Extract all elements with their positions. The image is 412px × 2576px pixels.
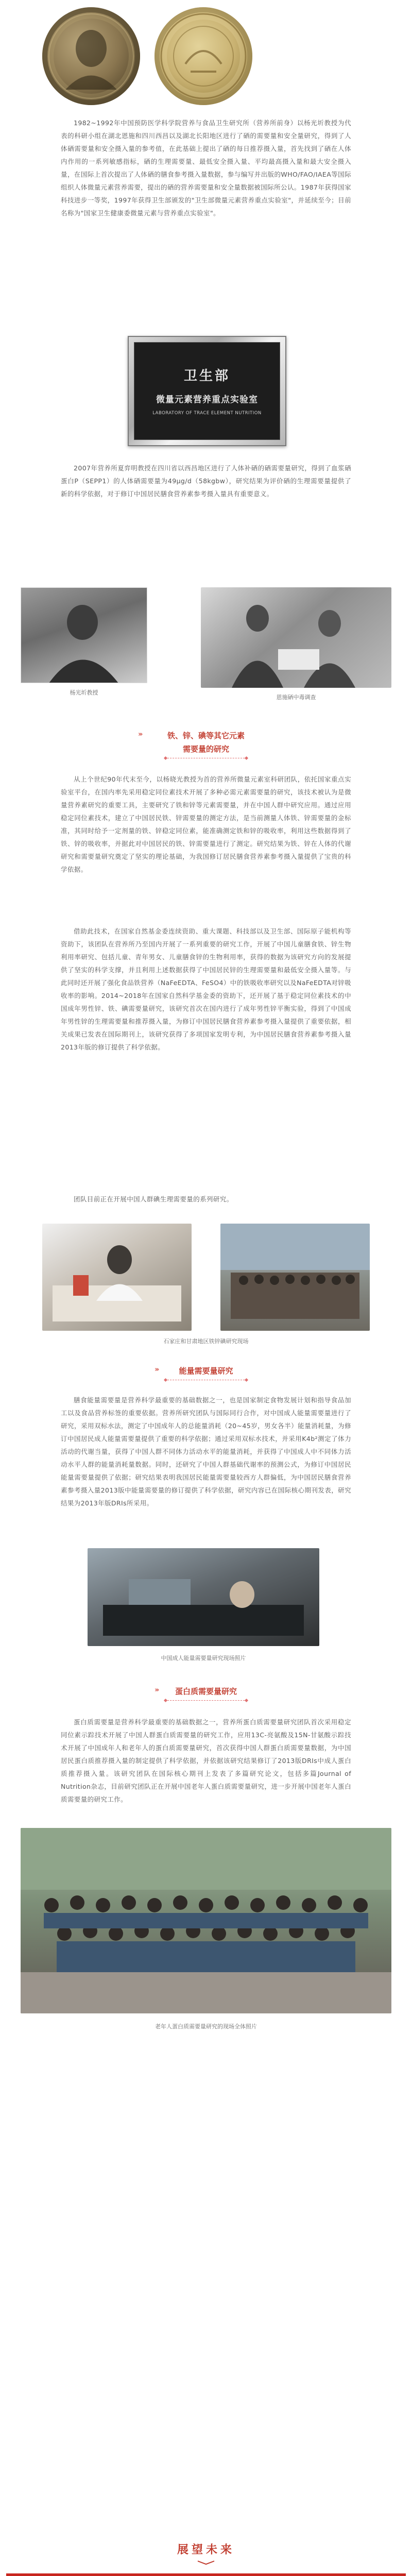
energy-scene [88, 1548, 319, 1646]
energy-research-photo [88, 1548, 319, 1646]
section-header-outlook [0, 2543, 412, 2565]
caption-zinc-research: 石家庄和甘肃地区铁锌碘研究现场 [163, 1338, 249, 1345]
section-title-minerals-line1: 铁、锌、碘等其它元素 [167, 731, 245, 740]
zinc-lab-photo [42, 1224, 192, 1331]
plaque-english: LABORATORY OF TRACE ELEMENT NUTRITION [152, 411, 262, 416]
caption-professor-yang: 杨光圻教授 [70, 689, 98, 696]
laboratory-plaque-photo [128, 336, 286, 446]
group-scene [220, 1224, 370, 1331]
protein-group-photo [21, 1828, 391, 2013]
outlook-ornament-icon [196, 2560, 216, 2565]
medal-award-image [154, 7, 252, 105]
zinc-group-photo [220, 1224, 370, 1331]
chevron-right-icon: ››› [154, 1366, 158, 1374]
outlook-panel [6, 2573, 406, 2576]
section-title-energy: 能量需要量研究 [179, 1366, 233, 1376]
medal-award-relief [154, 7, 252, 105]
medal-portrait-relief [42, 7, 140, 105]
minerals-paragraph-3: 团队目前正在开展中国人群碘生理需要量的系列研究。 [74, 1195, 233, 1203]
protein-group-scene [21, 1828, 391, 2013]
section-header-minerals [0, 729, 412, 758]
selenium-survey-photo [201, 587, 391, 688]
section-title-minerals-line2: 需要量的研究 [182, 744, 229, 754]
survey-scene [201, 587, 391, 688]
section-header-energy [0, 1364, 412, 1380]
section-title-protein: 蛋白质需要量研究 [175, 1687, 237, 1696]
caption-energy: 中国成人能量需要量研究现场照片 [161, 1655, 246, 1662]
intro-paragraph-2: 2007年营养所夏弈明教授在四川省以西昌地区进行了人体补硒的硒需要量研究，得到了血浆硒蛋白P（SEPP1）的人体硒需要量为49μg/d（58kgbw），研究结果为评价硒的生理需要量提供了新的科学依据，对于修订中国居民膳食营养素参考摄入量具有重要意义。 [61, 464, 351, 498]
minerals-paragraph-2: 借助此技术，在国家自然基金委连续资助、重大课题、科技部以及卫生部、国际原子能机构等资助下，该团队在营养所乃至国内开展了一系列重要的研究工作，开展了中国儿童膳食铁、锌生物利用率研究、包括儿童、青年男女、儿童膳食锌的生物利用率，获得的数据为该研究方向的发展提供了坚实的科学支撑，并且利用上述数据获得了中国居民锌的生理需要量和最低安全摄入量等。与此同时还开展了强化食品铁营养（NaFeEDTA、FeSO4）中的铁吸收率研究以及NaFeEDTA对锌吸收率的影响。2014~2018年在国家自然科学基金委的资助下，还开展了基于稳定同位素技术的中国成年男性锌、铁、碘需要量研究，该研究首次在国内进行了成年男性锌平衡实验，得到了中国成年男性锌的生理需要量和推荐摄入量，为修订中国居民膳食营养素参考摄入量提供了重要依据，相关成果已发表在国际期刊上，该研究获得了多项国家发明专利，为中国居民膳食营养素参考摄入量2013年版的修订提供了科学依据。 [61, 927, 351, 1051]
minerals-paragraph-1: 从上个世纪90年代末至今，以杨晓光教授为首的营养所微量元素室科研团队，依托国家重点实验室平台，在国内率先采用稳定同位素技术开展了多种必需元素需要量的研究，该技术被认为是微量营养素研究的重要工具，主要研究了铁和锌等元素需要量，并在中国人群中研究应用。通过应用稳定同位素技术，建立了中国居民铁、锌需要量的测定方法，是当前测量人体铁、锌需要量的金标准，其同时给予一定剂量的铁、锌稳定同位素，能准确测定铁和锌的吸收率，利用这些数据得到了铁、锌的吸收率，并据此对中国居民的铁、锌需要量进行了测定。研究结果为铁、锌在人体的代谢研究和需要量研究奠定了坚实的理论基础，为我国修订居民膳食营养素参考摄入量提供了宝贵的科学依据。 [61, 775, 351, 873]
plaque-subtitle: 微量元素营养重点实验室 [156, 395, 258, 405]
protein-paragraph-1: 蛋白质需要量是营养科学最重要的基础数据之一，营养所蛋白质需要量研究团队首次采用稳定同位素示踪技术开展了中国人群蛋白质需要量的研究工作，应用13C-亮氨酸及15N-甘氨酸示踪技术开展了中国成年人和老年人的蛋白质需要量研究，首次获得中国人群蛋白质需要量数据，为中国居民蛋白质推荐摄入量的制定提供了科学依据，并依据该研究结果修订了2013版DRIs中成人蛋白质推荐摄入量。该研究团队在国际核心期刊上发表了多篇研究论文，包括多篇Journal of Nutrition杂志，目前研究团队正在开展中国老年人蛋白质需要量研究，进一步开展中国老年人蛋白质需要量的研究工作。 [61, 1718, 351, 1803]
medal-portrait-image [42, 7, 140, 105]
energy-paragraph-1: 膳食能量需要量是营养科学最重要的基础数据之一，也是国家制定食物发展计划和指导食品加工以及食品营养标签的重要依据。营养所研究团队与国际同行合作，对中国成人能量需要量进行了研究，采用双标水法，测定了中国成年人的总能量消耗（20~45岁，男女各半）能量消耗量，为修订中国居民成人能量需要量提供了重要的科学依据；通过采用双标水技术，并采用K4b²测定了体力活动的代谢当量，获得了中国人群不同体力活动水平的能量消耗，并获得了中国成人中不同体力活动水平人群的能量消耗量数据。同时，还研究了中国人群基础代谢率的预测公式，为修订中国居民能量需要量提供了依据；研究结果表明我国居民能量需要量较西方人群偏低，为中国居民膳食营养素参考摄入量2013版中能量需要量的修订提供了科学依据，研究内容已在国际核心期刊发表，研究结果为2013年版DRIs所采用。 [61, 1396, 351, 1507]
plaque-face [134, 342, 280, 440]
section-divider [167, 1700, 245, 1701]
chevron-right-icon: ››› [154, 1686, 158, 1694]
section-header-protein [0, 1685, 412, 1701]
portrait-silhouette [21, 587, 147, 683]
intro-paragraph-1: 1982~1992年中国预防医学科学院营养与食品卫生研究所（营养所前身）以杨光圻教授为代表的科研小组在湖北恩施和四川西昌以及湖北长阳地区进行了硒的需要量和安全量研究，得到了人体硒需要量和安全摄入量的参考值，在此基础上提出了硒的每日推荐摄入量，首先找到了硒在人体内作用的一系列敏感指标，硒的生理需要量、最低安全摄入量、平均最高摄入量和最大安全摄入量，在国际上首次提出了人体硒的膳食参考摄入量数据，参与编写并出版的WHO/FAO/IAEA等国际组织人体微量元素营养需要，提出的硒的营养需要量和安全量数据被国际所公认。1987年获得国家科技进步一等奖，1997年获得卫生部颁发的"卫生部微量元素营养重点实验室"，并延续至今；目前名称为"国家卫生健康委微量元素与营养重点实验室"。 [61, 119, 351, 217]
professor-yang-photo [21, 587, 147, 683]
caption-protein: 老年人蛋白质需要量研究的现场全体照片 [155, 2023, 257, 2030]
chevron-right-icon: ››› [138, 731, 142, 738]
lab-scene [42, 1224, 192, 1331]
plaque-title: 卫生部 [183, 368, 230, 384]
caption-selenium-survey: 恩施硒中毒调查 [276, 694, 316, 701]
section-title-outlook: 展望未来 [177, 2544, 235, 2556]
